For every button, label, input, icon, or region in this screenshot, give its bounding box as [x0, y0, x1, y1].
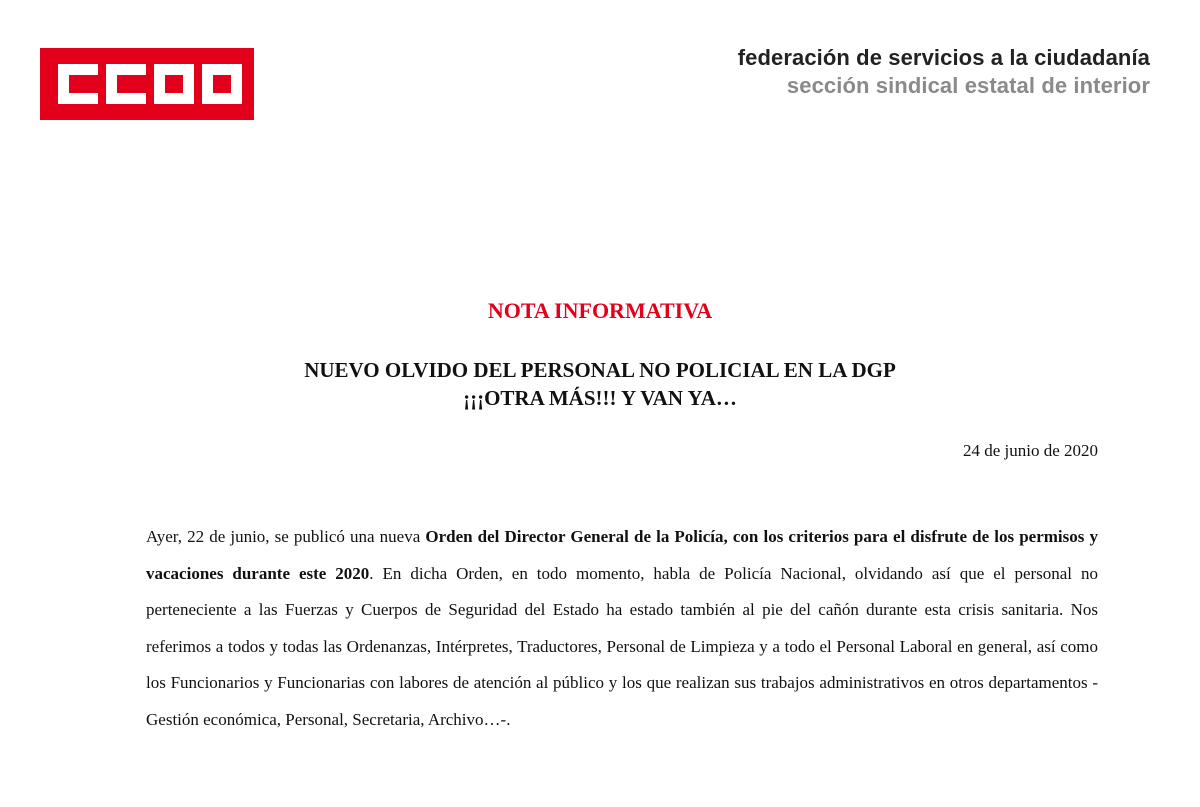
- federation-name: federación de servicios a la ciudadanía: [737, 45, 1150, 70]
- paragraph-text-start: Ayer, 22 de junio, se publicó una nueva: [146, 527, 426, 546]
- body-paragraph: [146, 519, 1098, 738]
- ccoo-logo: [40, 48, 254, 120]
- paragraph-text-end: . En dicha Orden, en todo momento, habla de Policía Nacional, olvidando así que el personal no perteneciente a las Fuerzas y Cuerpos de Seguridad del Estado ha estado también al pie del cañón durante esta crisis sanitaria. Nos referimos a todos y todas las Ordenanzas, Intérpretes, Traductores, Personal de Limpieza y a todo el Personal Laboral en general, así como los Funcionarios y Funcionarias con labores de atención al público y los que realizan sus trabajos administrativos en otros departamentos -Gestión económica, Personal, Secretaria, Archivo…-.: [146, 563, 1098, 729]
- document-date: 24 de junio de 2020: [962, 441, 1098, 460]
- document-type-title: NOTA INFORMATIVA: [487, 298, 713, 323]
- section-name: sección sindical estatal de interior: [786, 73, 1150, 98]
- ccoo-logo-mark: [40, 48, 254, 120]
- paragraph-bold-text: Orden del Director General de la Policía, con los criterios para el disfrute de los permisos y vacaciones durante este 2020: [146, 527, 1098, 583]
- organization-header: [738, 44, 1150, 100]
- headline: [0, 356, 1200, 412]
- headline-line-2: ¡¡¡OTRA MÁS!!! Y VAN YA…: [463, 386, 737, 410]
- headline-line-1: NUEVO OLVIDO DEL PERSONAL NO POLICIAL EN LA DGP: [304, 358, 896, 382]
